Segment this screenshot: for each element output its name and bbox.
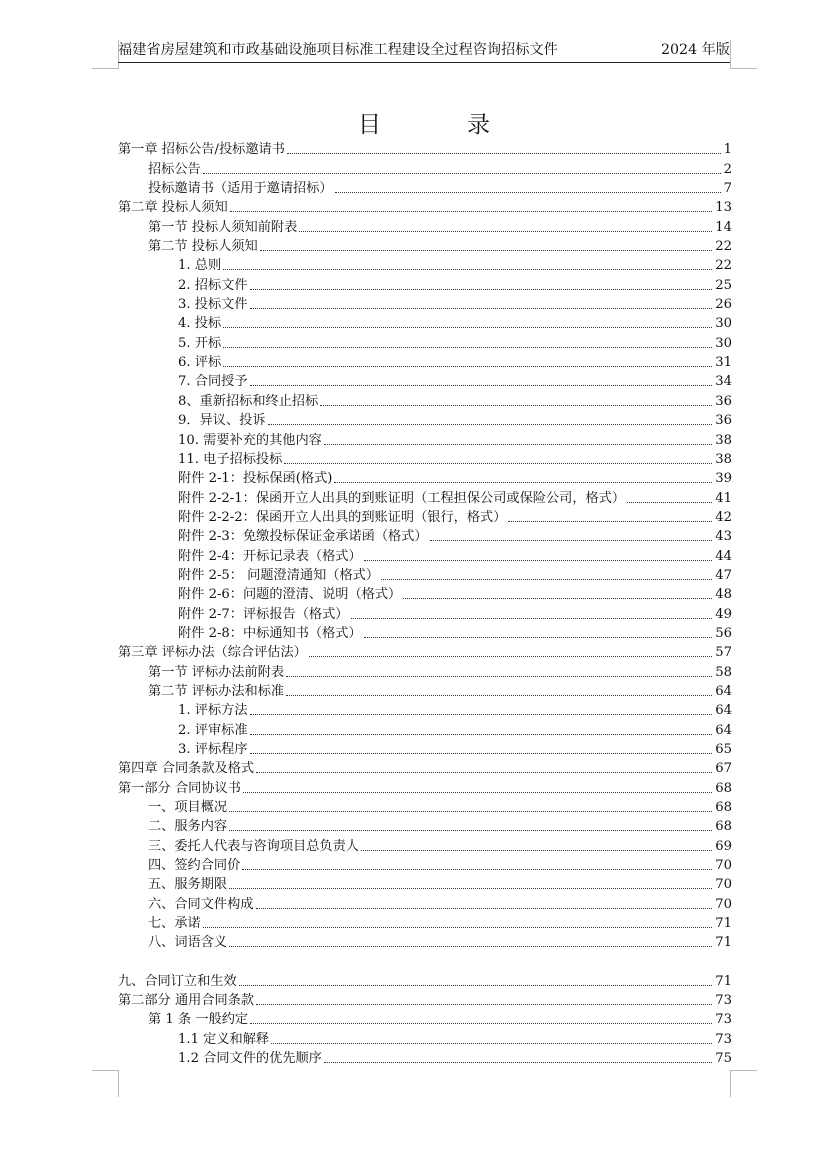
toc-entry[interactable] [118, 855, 732, 874]
toc-dot-leader [223, 347, 712, 348]
toc-entry-label: 附件 2-6：问题的澄清、说明（格式） [178, 587, 402, 603]
toc-entry[interactable] [118, 874, 732, 893]
toc-entry-label: 6. 评标 [178, 355, 222, 371]
crop-mark-top-right [730, 40, 757, 69]
toc-entry[interactable] [118, 371, 732, 390]
toc-entry-label: 第二章 投标人须知 [118, 200, 228, 216]
toc-entry-label: 附件 2-8：中标通知书（格式） [178, 625, 362, 641]
toc-entry-label: 第 1 条 一般约定 [148, 1012, 249, 1028]
toc-dot-leader [403, 598, 712, 599]
toc-page-number: 48 [715, 587, 732, 603]
toc-dot-leader [335, 192, 721, 193]
toc-page-number: 64 [715, 683, 732, 699]
toc-dot-leader [320, 405, 712, 406]
toc-entry-label: 7. 合同授予 [178, 374, 248, 390]
toc-dot-leader [250, 385, 713, 386]
toc-entry-label: 1.2 合同文件的优先顺序 [178, 1051, 322, 1067]
toc-entry[interactable] [118, 1028, 732, 1047]
toc-entry-label: 附件 2-7：评标报告（格式） [178, 606, 349, 622]
toc-entry[interactable] [118, 739, 732, 758]
toc-dot-leader [223, 327, 712, 328]
toc-page-number: 73 [715, 993, 732, 1009]
toc-entry[interactable] [118, 661, 732, 680]
toc-dot-leader [268, 424, 713, 425]
toc-entry[interactable] [118, 332, 732, 351]
toc-dot-leader [271, 1043, 712, 1044]
toc-page-number: 64 [715, 722, 732, 738]
toc-entry-label: 七、承诺 [148, 916, 201, 932]
toc-entry-label: 第二节 投标人须知 [148, 239, 258, 255]
toc-page-number: 70 [715, 877, 732, 893]
toc-dot-leader [627, 502, 712, 503]
toc-dot-leader [430, 540, 713, 541]
toc-page-number: 44 [715, 548, 732, 564]
toc-entry-label: 第四章 合同条款及格式 [118, 761, 255, 777]
toc-entry[interactable] [118, 565, 732, 584]
toc-entry[interactable] [118, 1009, 732, 1028]
toc-entry[interactable] [118, 507, 732, 526]
toc-page-number: 64 [715, 703, 732, 719]
toc-entry[interactable] [118, 236, 732, 255]
toc-entry-label: 8、重新招标和终止招标 [178, 393, 319, 409]
toc-dot-leader [223, 269, 712, 270]
toc-entry-label: 第二节 评标办法和标准 [148, 683, 285, 699]
toc-entry-label: 3. 评标程序 [178, 742, 248, 757]
toc-entry-label: 2. 招标文件 [178, 277, 248, 293]
toc-page-number: 75 [715, 1051, 732, 1067]
toc-entry[interactable] [118, 429, 732, 448]
toc-dot-leader [256, 772, 712, 773]
toc-entry[interactable] [118, 526, 732, 545]
toc-dot-leader [287, 153, 721, 154]
toc-page-number: 71 [715, 973, 732, 989]
toc-page-number: 41 [715, 490, 732, 506]
toc-dot-leader [334, 482, 712, 483]
toc-dot-leader [203, 173, 721, 174]
toc-entry[interactable] [118, 545, 732, 564]
toc-dot-leader [250, 1023, 712, 1024]
crop-mark-top-left [92, 40, 119, 69]
toc-page-number: 47 [715, 567, 732, 583]
toc-entry-label: 附件 2-1：投标保函(格式) [178, 471, 333, 487]
crop-mark-bottom-left [92, 1070, 119, 1097]
toc-page-number: 56 [715, 625, 732, 641]
toc-page-number: 65 [715, 742, 732, 757]
toc-entry[interactable] [118, 410, 732, 429]
toc-entry[interactable] [118, 216, 732, 235]
toc-entry[interactable] [118, 313, 732, 332]
toc-entry[interactable] [118, 197, 732, 216]
toc-entry[interactable] [118, 274, 732, 293]
toc-page-number: 67 [715, 761, 732, 777]
toc-page-number: 68 [715, 780, 732, 796]
toc-page-number: 13 [715, 200, 732, 216]
toc-dot-leader [284, 463, 712, 464]
toc-dot-leader [239, 985, 713, 986]
table-of-contents [118, 139, 732, 1067]
toc-entry[interactable] [118, 700, 732, 719]
toc-entry[interactable] [118, 797, 732, 816]
toc-entry-label: 第一部分 合同协议书 [118, 780, 241, 796]
toc-entry[interactable] [118, 255, 732, 274]
toc-dot-leader [381, 579, 712, 580]
toc-entry-label: 1. 评标方法 [178, 703, 248, 719]
toc-page-number: 49 [715, 606, 732, 622]
toc-page-number: 71 [715, 916, 732, 932]
toc-page-number: 38 [715, 432, 732, 448]
toc-entry-label: 附件 2-3：免缴投标保证金承诺函（格式） [178, 529, 428, 545]
toc-dot-leader [250, 734, 713, 735]
toc-entry-label: 九、合同订立和生效 [118, 973, 237, 989]
toc-dot-leader [229, 946, 712, 947]
toc-page-number: 1 [723, 142, 732, 158]
toc-entry-label: 第一章 招标公告/投标邀请书 [118, 142, 285, 158]
toc-dot-leader [243, 792, 712, 793]
toc-entry[interactable] [118, 777, 732, 796]
toc-entry-label: 投标邀请书（适用于邀请招标） [148, 181, 333, 197]
toc-dot-leader [260, 250, 713, 251]
toc-dot-leader [203, 927, 712, 928]
toc-dot-leader [223, 366, 712, 367]
toc-page-number: 30 [715, 316, 732, 332]
header-edition: 2024 年版 [661, 42, 730, 58]
toc-dot-leader [299, 231, 712, 232]
page-header [118, 40, 730, 63]
toc-spacer [118, 951, 732, 970]
toc-dot-leader [286, 676, 712, 677]
toc-entry[interactable] [118, 603, 732, 622]
toc-dot-leader [361, 850, 712, 851]
toc-page-number: 36 [715, 393, 732, 409]
toc-title: 目录 [358, 112, 576, 138]
toc-entry[interactable] [118, 449, 732, 468]
toc-dot-leader [324, 444, 712, 445]
toc-entry[interactable] [118, 487, 732, 506]
toc-entry-label: 第一节 评标办法前附表 [148, 664, 285, 680]
toc-dot-leader [351, 618, 713, 619]
crop-mark-bottom-right [730, 1070, 757, 1097]
toc-page-number: 68 [715, 819, 732, 835]
toc-entry[interactable] [118, 468, 732, 487]
toc-page-number: 22 [715, 239, 732, 255]
toc-entry[interactable] [118, 294, 732, 313]
toc-dot-leader [229, 830, 712, 831]
toc-dot-leader [229, 811, 712, 812]
toc-page-number: 2 [723, 161, 732, 177]
toc-page-number: 42 [715, 509, 732, 525]
toc-entry-label: 招标公告 [148, 161, 201, 177]
toc-entry-label: 八、词语含义 [148, 935, 228, 951]
toc-entry-label: 4. 投标 [178, 316, 222, 332]
toc-entry-label: 附件 2-5： 问题澄清通知（格式） [178, 567, 380, 583]
toc-page-number: 57 [715, 645, 732, 661]
toc-entry-label: 第二部分 通用合同条款 [118, 993, 255, 1009]
toc-page-number: 39 [715, 471, 732, 487]
toc-entry-label: 5. 开标 [178, 335, 222, 351]
toc-entry[interactable] [118, 932, 732, 951]
toc-page-number: 14 [715, 219, 732, 235]
toc-entry[interactable] [118, 623, 732, 642]
toc-page-number: 36 [715, 413, 732, 429]
toc-dot-leader [364, 637, 713, 638]
toc-entry-label: 3. 投标文件 [178, 297, 248, 313]
toc-entry-label: 第一节 投标人须知前附表 [148, 219, 298, 235]
toc-entry-label: 1. 总则 [178, 258, 222, 274]
toc-entry[interactable] [118, 681, 732, 700]
toc-page-number: 30 [715, 335, 732, 351]
toc-dot-leader [250, 308, 713, 309]
toc-dot-leader [324, 1062, 712, 1063]
toc-dot-leader [250, 753, 713, 754]
toc-entry[interactable] [118, 390, 732, 409]
toc-entry-label: 1.1 定义和解释 [178, 1031, 270, 1047]
toc-entry[interactable] [118, 584, 732, 603]
toc-entry-label: 一、项目概况 [148, 800, 228, 816]
toc-page-number: 58 [715, 664, 732, 680]
toc-entry[interactable] [118, 719, 732, 738]
toc-dot-leader [309, 656, 712, 657]
toc-page-number: 26 [715, 297, 732, 313]
toc-entry-label: 六、合同文件构成 [148, 896, 254, 912]
toc-entry-label: 2. 评审标准 [178, 722, 248, 738]
toc-entry-label: 11. 电子招标投标 [178, 451, 283, 467]
toc-page-number: 34 [715, 374, 732, 390]
toc-page-number: 31 [715, 355, 732, 371]
toc-page-number: 70 [715, 858, 732, 874]
toc-entry[interactable] [118, 835, 732, 854]
toc-dot-leader [229, 888, 712, 889]
toc-dot-leader [286, 695, 712, 696]
toc-page-number: 22 [715, 258, 732, 274]
toc-page-number: 68 [715, 800, 732, 816]
toc-page-number: 38 [715, 451, 732, 467]
toc-entry-label: 附件 2-2-2：保函开立人出具的到账证明（银行，格式） [178, 509, 507, 525]
toc-dot-leader [250, 714, 713, 715]
toc-entry-label: 附件 2-2-1：保函开立人出具的到账证明（工程担保公司或保险公司，格式） [178, 490, 626, 506]
toc-entry[interactable] [118, 352, 732, 371]
toc-page-number: 71 [715, 935, 732, 951]
toc-entry[interactable] [118, 816, 732, 835]
toc-entry[interactable] [118, 158, 732, 177]
toc-dot-leader [242, 869, 712, 870]
toc-entry-label: 四、签约合同价 [148, 858, 241, 874]
toc-dot-leader [508, 521, 712, 522]
toc-entry-label: 附件 2-4：开标记录表（格式） [178, 548, 362, 564]
toc-entry[interactable] [118, 893, 732, 912]
toc-dot-leader [256, 1004, 712, 1005]
toc-dot-leader [364, 560, 713, 561]
toc-entry-label: 二、服务内容 [148, 819, 228, 835]
toc-entry[interactable] [118, 913, 732, 932]
toc-dot-leader [250, 289, 713, 290]
toc-entry[interactable] [118, 642, 732, 661]
toc-page-number: 69 [715, 838, 732, 854]
toc-entry[interactable] [118, 139, 732, 158]
toc-entry-label: 三、委托人代表与咨询项目总负责人 [148, 838, 359, 854]
toc-entry[interactable] [118, 990, 732, 1009]
toc-page-number: 70 [715, 896, 732, 912]
toc-entry[interactable] [118, 178, 732, 197]
toc-entry[interactable] [118, 758, 732, 777]
toc-dot-leader [230, 211, 713, 212]
toc-entry-label: 10. 需要补充的其他内容 [178, 432, 322, 448]
toc-dot-leader [256, 908, 713, 909]
header-title: 福建省房屋建筑和市政基础设施项目标准工程建设全过程咨询招标文件 [118, 42, 558, 58]
toc-page-number: 25 [715, 277, 732, 293]
toc-page-number: 7 [723, 181, 732, 197]
toc-page-number: 73 [715, 1031, 732, 1047]
toc-entry[interactable] [118, 1048, 732, 1067]
toc-entry[interactable] [118, 970, 732, 989]
toc-entry-label: 9．异议、投诉 [178, 413, 266, 429]
toc-entry-label: 五、服务期限 [148, 877, 228, 893]
toc-page-number: 73 [715, 1012, 732, 1028]
toc-entry-label: 第三章 评标办法（综合评估法） [118, 645, 307, 661]
toc-page-number: 43 [715, 529, 732, 545]
